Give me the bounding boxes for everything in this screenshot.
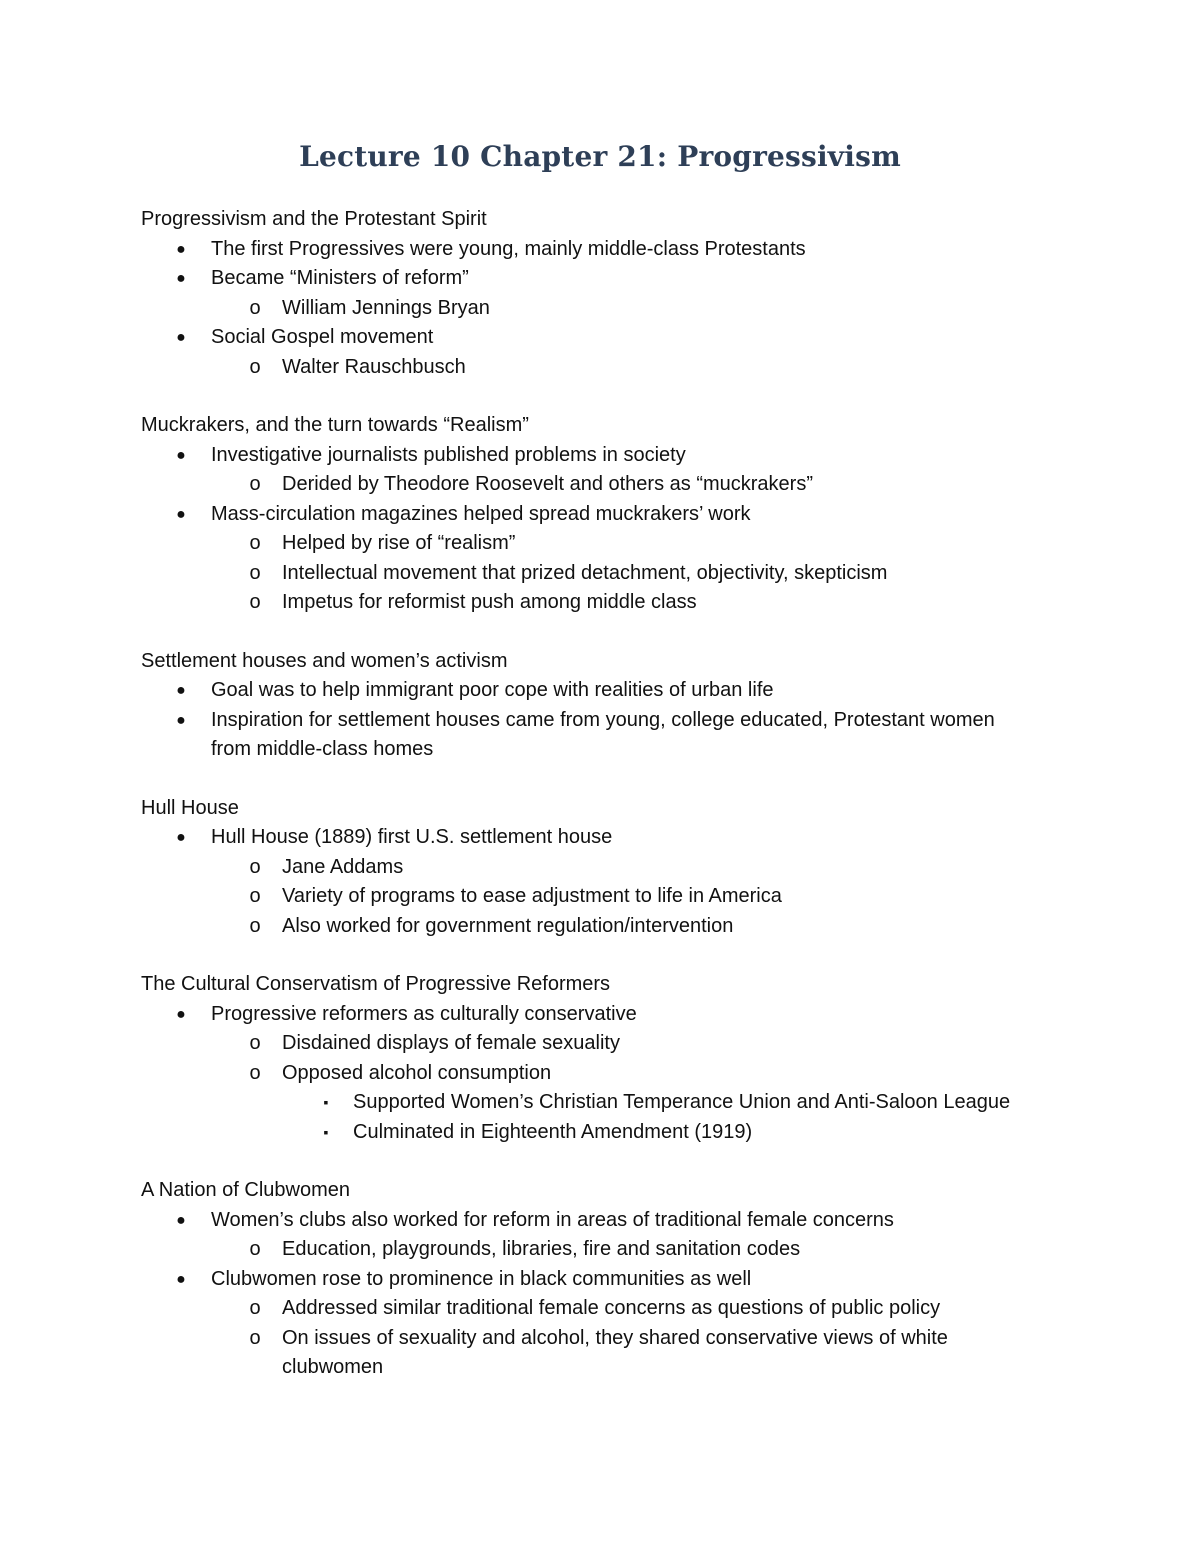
list-item [141, 470, 1101, 500]
bullet-icon: ● [176, 270, 186, 287]
bullet-icon: ● [176, 505, 186, 523]
section-heading: A Nation of Clubwomen [141, 1179, 351, 1201]
circle-bullet-icon: o [249, 885, 261, 907]
list-item [141, 823, 1101, 853]
bullet-icon: ● [176, 829, 186, 846]
list-item [141, 529, 1101, 559]
list-item-text: Also worked for government regulation/intervention [282, 914, 734, 937]
list-item [141, 853, 1101, 883]
square-bullet-icon: ▪ [323, 1123, 329, 1140]
list-item-text: Intellectual movement that prized detachment, objectivity, skepticism [282, 561, 888, 584]
list-item [141, 1000, 1101, 1030]
list-item-text: Investigative journalists published problems in society [211, 443, 686, 466]
section-heading: Hull House [141, 796, 239, 819]
list-item-text: Supported Women’s Christian Temperance Union and Anti-Saloon League [353, 1091, 1011, 1113]
list-item-text: Variety of programs to ease adjustment to life in America [282, 885, 782, 907]
section-cultural-conservatism [141, 970, 1101, 1147]
list-item-text: Inspiration for settlement houses came from young, college educated, Protestant women from middle-class homes [211, 708, 995, 760]
circle-bullet-icon: o [249, 855, 261, 878]
circle-bullet-icon: o [249, 532, 261, 554]
list-item [141, 1118, 1101, 1148]
list-item [141, 1294, 1101, 1324]
circle-bullet-icon: o [249, 1326, 261, 1349]
section-hull-house [141, 794, 1101, 942]
section-muckrakers [141, 411, 1101, 618]
section-heading: Settlement houses and women’s activism [141, 649, 508, 672]
list-item-text: Impetus for reformist push among middle class [282, 591, 697, 613]
bullet-icon: ● [176, 329, 186, 346]
circle-bullet-icon: o [249, 1061, 261, 1084]
list-item [141, 1029, 1101, 1059]
section-settlement-houses [141, 647, 1101, 765]
list-item-text: Helped by rise of “realism” [282, 532, 516, 554]
list-item-text: Became “Ministers of reform” [211, 267, 469, 289]
list-item-text: Education, playgrounds, libraries, fire and sanitation codes [282, 1238, 801, 1260]
list-item [141, 706, 1101, 765]
list-item [141, 1235, 1101, 1265]
list-item [141, 353, 1101, 383]
bullet-icon: ● [176, 1005, 186, 1023]
document-body [141, 205, 1101, 1412]
list-item-text: Derided by Theodore Roosevelt and others as “muckrakers” [282, 473, 813, 495]
list-item-text: Disdained displays of female sexuality [282, 1032, 620, 1054]
list-item-text: Opposed alcohol consumption [282, 1061, 552, 1084]
bullet-icon: ● [176, 1270, 186, 1288]
list-item-text: The first Progressives were young, mainly middle-class Protestants [211, 237, 806, 260]
list-item-text: Progressive reformers as culturally conservative [211, 1002, 637, 1025]
section-heading: Muckrakers, and the turn towards “Realism” [141, 414, 529, 436]
bullet-icon: ● [176, 711, 186, 729]
list-item [141, 912, 1101, 942]
document-title: Lecture 10 Chapter 21: Progressivism [299, 140, 901, 173]
list-item-text: On issues of sexuality and alcohol, they shared conservative views of white clubwomen [282, 1326, 948, 1378]
list-item [141, 1059, 1101, 1089]
list-item-text: William Jennings Bryan [282, 296, 490, 319]
list-item-text: Clubwomen rose to prominence in black communities as well [211, 1267, 752, 1290]
circle-bullet-icon: o [249, 473, 261, 495]
list-item-text: Walter Rauschbusch [282, 355, 466, 378]
list-item [141, 264, 1101, 294]
square-bullet-icon: ▪ [323, 1094, 329, 1110]
list-item [141, 500, 1101, 530]
section-heading: Progressivism and the Protestant Spirit [141, 208, 487, 230]
list-item [141, 323, 1101, 353]
bullet-icon: ● [176, 240, 186, 258]
bullet-icon: ● [176, 682, 186, 699]
list-item [141, 1265, 1101, 1295]
circle-bullet-icon: o [249, 296, 261, 319]
list-item-text: Addressed similar traditional female concerns as questions of public policy [282, 1297, 941, 1319]
list-item [141, 882, 1101, 912]
bullet-icon: ● [176, 446, 186, 464]
list-item-text: Mass-circulation magazines helped spread muckrakers’ work [211, 502, 751, 525]
circle-bullet-icon: o [249, 914, 261, 937]
section-clubwomen [141, 1176, 1101, 1383]
bullet-icon: ● [176, 1211, 186, 1229]
list-item [141, 441, 1101, 471]
list-item-text: Culminated in Eighteenth Amendment (1919) [353, 1120, 753, 1143]
list-item [141, 1206, 1101, 1236]
list-item [141, 235, 1101, 265]
circle-bullet-icon: o [249, 1032, 261, 1054]
list-item-text: Jane Addams [282, 855, 404, 878]
circle-bullet-icon: o [249, 1238, 261, 1260]
list-item-text: Goal was to help immigrant poor cope with realities of urban life [211, 679, 774, 701]
list-item-text: Hull House (1889) first U.S. settlement house [211, 826, 613, 848]
list-item [141, 559, 1101, 589]
circle-bullet-icon: o [249, 561, 261, 584]
circle-bullet-icon: o [249, 591, 261, 613]
list-item [141, 676, 1101, 706]
list-item [141, 588, 1101, 618]
circle-bullet-icon: o [249, 355, 261, 378]
list-item-text: Women’s clubs also worked for reform in areas of traditional female concerns [211, 1208, 894, 1231]
circle-bullet-icon: o [249, 1297, 261, 1319]
section-protestant-spirit [141, 205, 1101, 382]
list-item [141, 294, 1101, 324]
list-item-text: Social Gospel movement [211, 326, 434, 348]
list-item [141, 1088, 1101, 1118]
section-heading: The Cultural Conservatism of Progressive Reformers [141, 973, 611, 995]
list-item [141, 1324, 1101, 1383]
